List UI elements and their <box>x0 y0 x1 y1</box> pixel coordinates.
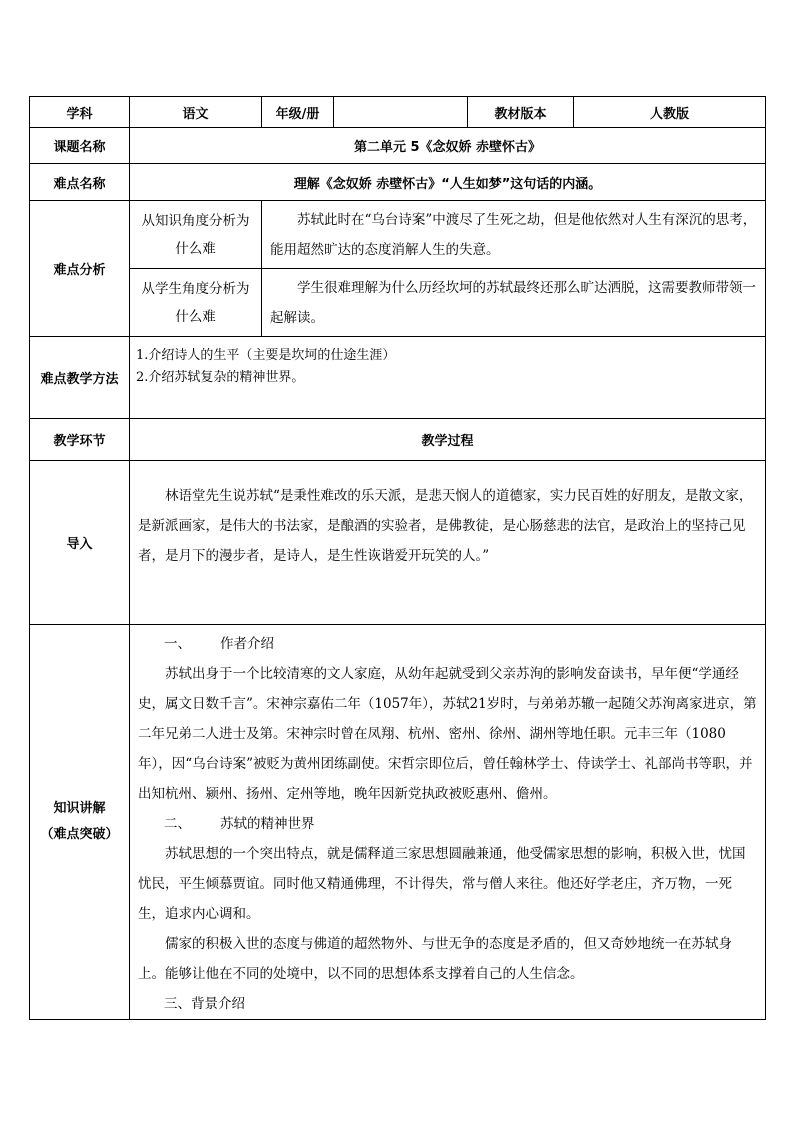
stage-label: 教学环节 <box>30 419 130 461</box>
section-heading-author: 一、 作者介绍 <box>164 636 274 652</box>
lesson-plan-table <box>29 96 766 1020</box>
intro-cell <box>130 461 766 625</box>
knowledge-label-line1: 知识讲解 <box>53 801 106 816</box>
lesson-row <box>30 128 766 164</box>
analysis-row-student <box>30 269 766 337</box>
section-author-paragraph: 苏轼出身于一个比较清寒的文人家庭，从幼年起就受到父亲苏洵的影响发奋读书，早年便“学通经史，属文日数千言”。宋神宗嘉佑二年（1057年），苏轼21岁时，与弟弟苏辙一起随父苏洵离家进京，第二年兄弟二人进士及第。宋神宗时曾在凤翔、杭州、密州、徐州、湖州等地任职。元丰三年（1080年），因“乌台诗案”被贬为黄州团练副使。宋哲宗即位后，曾任翰林学士、侍读学士、礼部尚书等职，并出知杭州、颍州、扬州、定州等地，晚年因新党执政被贬惠州、儋州。 <box>138 666 757 802</box>
method-label: 难点教学方法 <box>30 337 130 419</box>
analysis-row-knowledge <box>30 201 766 269</box>
edition-value: 人教版 <box>574 97 766 128</box>
lesson-title: 第二单元 5《念奴娇 赤壁怀古》 <box>130 128 766 164</box>
analysis-student-text-cell <box>262 269 766 337</box>
intro-text: 林语堂先生说苏轼“是秉性难改的乐天派，是悲天悯人的道德家，实力民百姓的好朋友，是散文家，是新派画家，是伟大的书法家，是酿酒的实验者，是佛教徒，是心肠慈悲的法官，是政治上的坚持己见者，是月下的漫步者，是诗人，是生性诙谐爱开玩笑的人。” <box>138 488 753 564</box>
method-items <box>130 337 766 419</box>
edition-label: 教材版本 <box>468 97 574 128</box>
method-row <box>30 337 766 419</box>
method-item: 1.介绍诗人的生平（主要是坎坷的仕途生涯） <box>136 348 396 363</box>
knowledge-label-line2: （难点突破） <box>40 827 119 842</box>
analysis-student-text: 学生很难理解为什么历经坎坷的苏轼最终还那么旷达洒脱，这需要教师带领一起解读。 <box>270 279 756 326</box>
knowledge-row <box>30 625 766 1020</box>
grade-label: 年级/册 <box>262 97 334 128</box>
lesson-plan-document <box>29 96 765 1020</box>
analysis-knowledge-text-cell <box>262 201 766 269</box>
method-item: 2.介绍苏轼复杂的精神世界。 <box>136 370 305 385</box>
difficulty-label: 难点名称 <box>30 164 130 201</box>
section-heading-spirit: 二、 苏轼的精神世界 <box>164 816 315 832</box>
intro-row <box>30 461 766 625</box>
knowledge-label <box>30 625 130 1020</box>
lesson-label: 课题名称 <box>30 128 130 164</box>
difficulty-value: 理解《念奴娇 赤壁怀古》“人生如梦”这句话的内涵。 <box>130 164 766 201</box>
subject-label: 学科 <box>30 97 130 128</box>
analysis-knowledge-text: 苏轼此时在“乌台诗案”中渡尽了生死之劫，但是他依然对人生有深沉的思考，能用超然旷达的态度消解人生的失意。 <box>270 211 757 258</box>
section-spirit-paragraph: 儒家的积极入世的态度与佛道的超然物外、与世无争的态度是矛盾的，但又奇妙地统一在苏轼身上。能够让他在不同的处境中，以不同的思想体系支撑着自己的人生信念。 <box>138 936 732 982</box>
section-spirit-paragraph: 苏轼思想的一个突出特点，就是儒释道三家思想圆融兼通，他受儒家思想的影响，积极入世，忧国忧民，平生倾慕贾谊。同时他又精通佛理，不计得失，常与僧人来往。他还好学老庄，齐万物，一死生，追求内心调和。 <box>138 846 746 922</box>
analysis-student-label <box>130 269 262 337</box>
section-heading-background: 三、背景介绍 <box>164 996 245 1012</box>
analysis-knowledge-label <box>130 201 262 269</box>
subject-value: 语文 <box>130 97 262 128</box>
knowledge-content <box>130 625 766 1020</box>
process-label: 教学过程 <box>130 419 766 461</box>
difficulty-row <box>30 164 766 201</box>
analysis-label: 难点分析 <box>30 201 130 337</box>
intro-label: 导入 <box>30 461 130 625</box>
analysis-student-label-text: 从学生角度分析为什么难 <box>141 280 250 325</box>
grade-value <box>334 97 468 128</box>
header-row <box>30 97 766 128</box>
analysis-knowledge-label-text: 从知识角度分析为什么难 <box>141 212 250 257</box>
process-header-row <box>30 419 766 461</box>
